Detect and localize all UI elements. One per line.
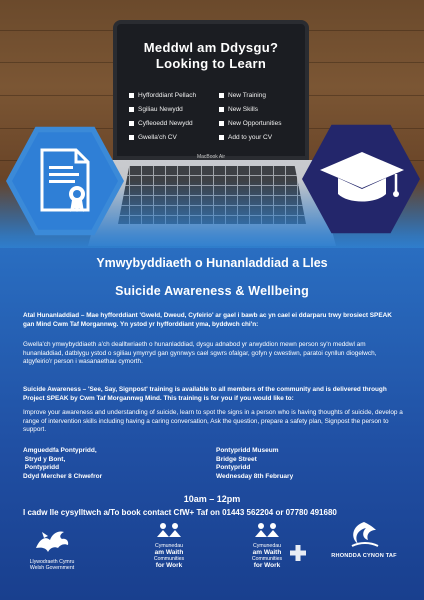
heading-welsh: Ymwybyddiaeth o Hunanladdiad a Lles xyxy=(96,256,328,270)
communities-for-work-logo: Cymunedau am Waith Communities for Work xyxy=(138,522,200,569)
list-item: Add to your CV xyxy=(219,130,305,144)
welsh-government-logo: Llywodraeth Cymru Welsh Government xyxy=(20,526,84,571)
certificate-icon xyxy=(38,148,94,221)
plus-icon xyxy=(290,545,306,561)
list-item: Sgiliau Newydd xyxy=(129,102,215,116)
list-item: New Opportunities xyxy=(219,116,305,130)
paragraph-english-intro: Suicide Awareness – 'See, Say, Signpost' training is available to all members of the community and is delivered through Project SPEAK by Cwm Taf Morgannwg Mind. This training is for you if you would like to: xyxy=(23,386,387,402)
paragraph-english-details: Improve your awareness and understanding of suicide, learn to spot the signs in a person who is having thoughts of suicide, develop a range of intervention skills including having a caring conversation, Ask the question, prepare a safety plan, Signpost the person to support. xyxy=(23,409,403,434)
heading-english: Suicide Awareness & Wellbeing xyxy=(115,284,309,298)
list-item: New Skills xyxy=(219,102,305,116)
paragraph-welsh-intro: Atal Hunanladdiad – Mae hyfforddiant 'Gweld, Dweud, Cyfeirio' ar gael i bawb ac yn cael ei ddarparu trwy brosiect SPEAK gan Mind Cwm Taf Morgannwg. Yn ystod yr hyfforddiant yma, byddwch chi'n: xyxy=(23,312,392,328)
laptop-brand: MacBook Air xyxy=(196,154,226,160)
checkbox-icon xyxy=(129,135,134,140)
event-time: 10am – 12pm xyxy=(183,494,241,504)
checkbox-icon xyxy=(129,121,134,126)
laptop-screen xyxy=(113,20,309,160)
venue-welsh: Amgueddfa Pontypridd, Stryd y Bont, Pontypridd Ddyd Mercher 8 Chwefror xyxy=(23,447,103,480)
checkbox-icon xyxy=(219,135,224,140)
dragon-icon xyxy=(32,526,72,554)
list-item: Hyfforddiant Pellach xyxy=(129,88,215,102)
list-item: New Training xyxy=(219,88,305,102)
screen-list-english xyxy=(219,88,305,144)
communities-for-work-plus-logo: Cymunedau am Waith Communities for Work xyxy=(232,522,302,569)
rhondda-cynon-taf-logo: RHONDDA CYNON TAF xyxy=(316,520,412,559)
screen-list-welsh xyxy=(129,88,215,144)
paragraph-welsh-details: Gwella'ch ymwybyddiaeth a'ch dealltwriaeth o hunanladdiad, dysgu adnabod yr arwyddion mewn person sy'n meddwl am hunanladdiad, datblygu ystod o sgiliau ymyrryd gan gynnwys cael sgwrs ofalgar, gofyn y cwestiwn, paratoi cynllun diogelwch, atgyfeirio'r person i wasanaethau cymorth. xyxy=(23,341,377,366)
people-icon xyxy=(154,522,184,538)
checkbox-icon xyxy=(219,121,224,126)
booking-contact: I cadw lle cysylltwch a/To book contact CfW+ Taf on 01443 562204 or 07780 491680 xyxy=(23,508,337,517)
checkbox-icon xyxy=(129,107,134,112)
venue-english: Pontypridd Museum Bridge Street Pontypridd Wednesday 8th February xyxy=(216,447,294,480)
people-icon xyxy=(252,522,282,538)
swirl-emblem-icon xyxy=(344,520,384,548)
screen-title xyxy=(117,40,305,72)
screen-title-english: Looking to Learn xyxy=(155,56,267,71)
list-item: Cyfleoedd Newydd xyxy=(129,116,215,130)
screen-title-welsh: Meddwl am Ddysgu? xyxy=(143,40,279,55)
graduation-cap-icon xyxy=(318,148,406,213)
list-item: Gwella'ch CV xyxy=(129,130,215,144)
checkbox-icon xyxy=(129,93,134,98)
checkbox-icon xyxy=(219,93,224,98)
checkbox-icon xyxy=(219,107,224,112)
